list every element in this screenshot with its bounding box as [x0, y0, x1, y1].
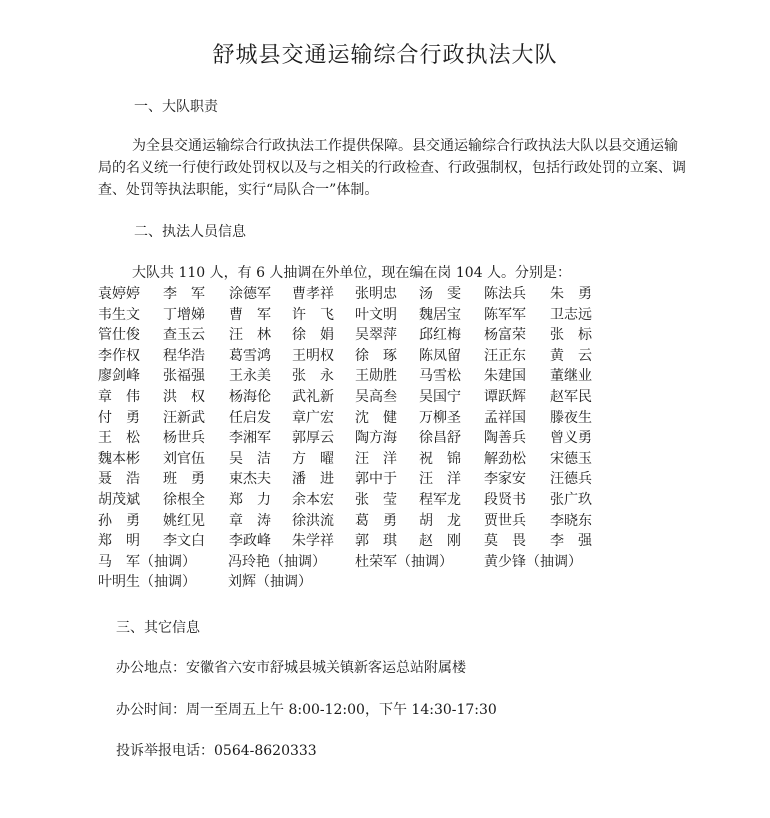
name-row	[98, 428, 718, 449]
staff-name: 王永美	[229, 368, 271, 385]
staff-name: 孟祥国	[484, 409, 526, 426]
staff-name: 吴高叁	[355, 388, 397, 405]
seconded-staff-name: 冯玲艳（抽调）	[228, 553, 326, 570]
staff-name: 李 军	[163, 286, 205, 302]
staff-name: 张 永	[292, 368, 334, 385]
seconded-staff-name: 马 军（抽调）	[98, 553, 196, 570]
name-row	[98, 531, 718, 552]
staff-name: 许 飞	[292, 306, 334, 323]
staff-name: 郭中于	[355, 471, 397, 488]
staff-name: 章 伟	[98, 388, 140, 405]
staff-name: 张 标	[550, 327, 592, 344]
office-hours: 办公时间：周一至周五上午 8:00-12:00，下午 14:30-17:30	[116, 702, 497, 718]
name-row	[98, 325, 718, 346]
staff-name: 陶善兵	[484, 430, 526, 447]
staff-name: 廖剑峰	[98, 368, 140, 385]
staff-name: 李家安	[484, 471, 526, 488]
staff-name: 魏本彬	[98, 450, 140, 467]
staff-name: 程军龙	[419, 491, 461, 508]
staff-name: 郭 琪	[355, 533, 397, 550]
section-heading-staff: 二、执法人员信息	[134, 224, 246, 240]
staff-name: 汪德兵	[550, 471, 592, 488]
staff-name: 查玉云	[163, 327, 205, 344]
staff-name: 洪 权	[163, 388, 205, 405]
staff-name: 孙 勇	[98, 512, 140, 529]
staff-name: 陈军军	[484, 306, 526, 323]
staff-name: 魏居宝	[419, 306, 461, 323]
staff-name: 徐 娟	[292, 327, 334, 344]
page-title: 舒城县交通运输综合行政执法大队	[212, 43, 558, 68]
staff-name: 吴国宁	[419, 388, 461, 405]
staff-name: 黄 云	[550, 347, 592, 364]
staff-name: 赵 刚	[419, 533, 461, 550]
staff-name: 朱建国	[484, 368, 526, 385]
section-heading-duties: 一、大队职责	[134, 99, 218, 115]
name-row	[98, 449, 718, 470]
staff-name: 潘 进	[292, 471, 334, 488]
staff-name: 张明忠	[355, 286, 397, 302]
staff-name: 李 强	[550, 533, 592, 550]
name-row	[98, 469, 718, 490]
staff-name: 李政峰	[229, 533, 271, 550]
staff-name: 谭跃辉	[484, 388, 526, 405]
seconded-staff-name: 黄少锋（抽调）	[484, 553, 582, 570]
staff-name: 汪 洋	[355, 450, 397, 467]
staff-name: 涂德军	[229, 286, 271, 302]
staff-name: 武礼新	[292, 388, 334, 405]
staff-name: 沈 健	[355, 409, 397, 426]
staff-name: 李作权	[98, 347, 140, 364]
staff-name: 班 勇	[163, 471, 205, 488]
staff-name: 胡 龙	[419, 512, 461, 529]
staff-name: 曹孝祥	[292, 286, 334, 302]
seconded-name-row	[98, 552, 718, 573]
staff-name: 吴翠萍	[355, 327, 397, 344]
staff-name: 吴 洁	[229, 450, 271, 467]
staff-name: 王勋胜	[355, 368, 397, 385]
staff-name: 张广玖	[550, 491, 592, 508]
staff-name: 赵军民	[550, 388, 592, 405]
staff-name: 郑 明	[98, 533, 140, 550]
staff-name: 汤 雯	[419, 286, 461, 302]
staff-name: 王 松	[98, 430, 140, 447]
staff-name: 解劲松	[484, 450, 526, 467]
office-address: 办公地点：安徽省六安市舒城县城关镇新客运总站附属楼	[116, 660, 466, 676]
complaint-phone: 投诉举报电话：0564-8620333	[116, 743, 317, 759]
seconded-staff-name: 叶明生（抽调）	[98, 574, 196, 591]
staff-name: 宋德玉	[550, 450, 592, 467]
staff-name: 葛 勇	[355, 512, 397, 529]
staff-name: 刘官伍	[163, 450, 205, 467]
staff-name: 任启发	[229, 409, 271, 426]
staff-name: 莫 畏	[484, 533, 526, 550]
staff-name: 汪正东	[484, 347, 526, 364]
name-row	[98, 305, 718, 326]
staff-name: 方 曜	[292, 450, 334, 467]
staff-name: 祝 锦	[419, 450, 461, 467]
staff-name: 余本宏	[292, 491, 334, 508]
name-row	[98, 284, 718, 305]
seconded-staff-name: 刘辉（抽调）	[228, 574, 312, 591]
staff-name: 陶方海	[355, 430, 397, 447]
seconded-staff-name: 杜荣军（抽调）	[355, 553, 453, 570]
staff-name: 曹 军	[229, 306, 271, 323]
name-row	[98, 511, 718, 532]
staff-name: 徐昌舒	[419, 430, 461, 447]
staff-name: 徐根全	[163, 491, 205, 508]
staff-name: 韦生文	[98, 306, 140, 323]
staff-name: 姚红见	[163, 512, 205, 529]
staff-name: 汪新武	[163, 409, 205, 426]
staff-name: 邱红梅	[419, 327, 461, 344]
staff-name: 李文白	[163, 533, 205, 550]
name-row	[98, 366, 718, 387]
duties-paragraph: 为全县交通运输综合行政执法工作提供保障。县交通运输综合行政执法大队以县交通运输局的名义统一行使行政处罚权以及与之相关的行政检查、行政强制权，包括行政处罚的立案、调查、处罚等执法职能，实行“局队合一”体制。	[98, 138, 686, 198]
staff-name: 贾世兵	[484, 512, 526, 529]
staff-name: 王明权	[292, 347, 334, 364]
staff-name: 汪 林	[229, 327, 271, 344]
staff-name: 聂 浩	[98, 471, 140, 488]
staff-name: 徐 琢	[355, 347, 397, 364]
staff-name: 万柳圣	[419, 409, 461, 426]
name-row	[98, 490, 718, 511]
staff-name: 郑 力	[229, 491, 271, 508]
staff-name: 滕夜生	[550, 409, 592, 426]
name-row	[98, 408, 718, 429]
staff-name: 朱学祥	[292, 533, 334, 550]
staff-name: 程华浩	[163, 347, 205, 364]
staff-name-list	[98, 284, 718, 593]
staff-name: 汪 洋	[419, 471, 461, 488]
staff-name: 章广宏	[292, 409, 334, 426]
staff-name: 陈法兵	[484, 286, 526, 302]
staff-name: 付 勇	[98, 409, 140, 426]
staff-name: 徐洪流	[292, 512, 334, 529]
staff-name: 陈凤留	[419, 347, 461, 364]
staff-name: 杨富荣	[484, 327, 526, 344]
staff-name: 葛雪鸿	[229, 347, 271, 364]
staff-name: 丁增娣	[163, 306, 205, 323]
staff-name: 李晓东	[550, 512, 592, 529]
staff-name: 卫志远	[550, 306, 592, 323]
staff-name: 章 涛	[229, 512, 271, 529]
name-row	[98, 346, 718, 367]
staff-name: 袁婷婷	[98, 286, 140, 302]
staff-name: 束杰夫	[229, 471, 271, 488]
seconded-name-row	[98, 572, 718, 593]
staff-name: 马雪松	[419, 368, 461, 385]
staff-name: 段贤书	[484, 491, 526, 508]
staff-name: 张福强	[163, 368, 205, 385]
staff-name: 叶文明	[355, 306, 397, 323]
name-row	[98, 387, 718, 408]
staff-name: 管仕俊	[98, 327, 140, 344]
staff-name: 郭厚云	[292, 430, 334, 447]
staff-name: 朱 勇	[550, 286, 592, 302]
staff-name: 曾义勇	[550, 430, 592, 447]
staff-intro: 大队共 110 人，有 6 人抽调在外单位，现在编在岗 104 人。分别是：	[132, 265, 572, 281]
section-heading-other: 三、其它信息	[116, 620, 200, 636]
staff-name: 胡茂斌	[98, 491, 140, 508]
staff-name: 董继业	[550, 368, 592, 385]
staff-name: 李湘军	[229, 430, 271, 447]
staff-name: 杨海伦	[229, 388, 271, 405]
staff-name: 张 莹	[355, 491, 397, 508]
staff-name: 杨世兵	[163, 430, 205, 447]
